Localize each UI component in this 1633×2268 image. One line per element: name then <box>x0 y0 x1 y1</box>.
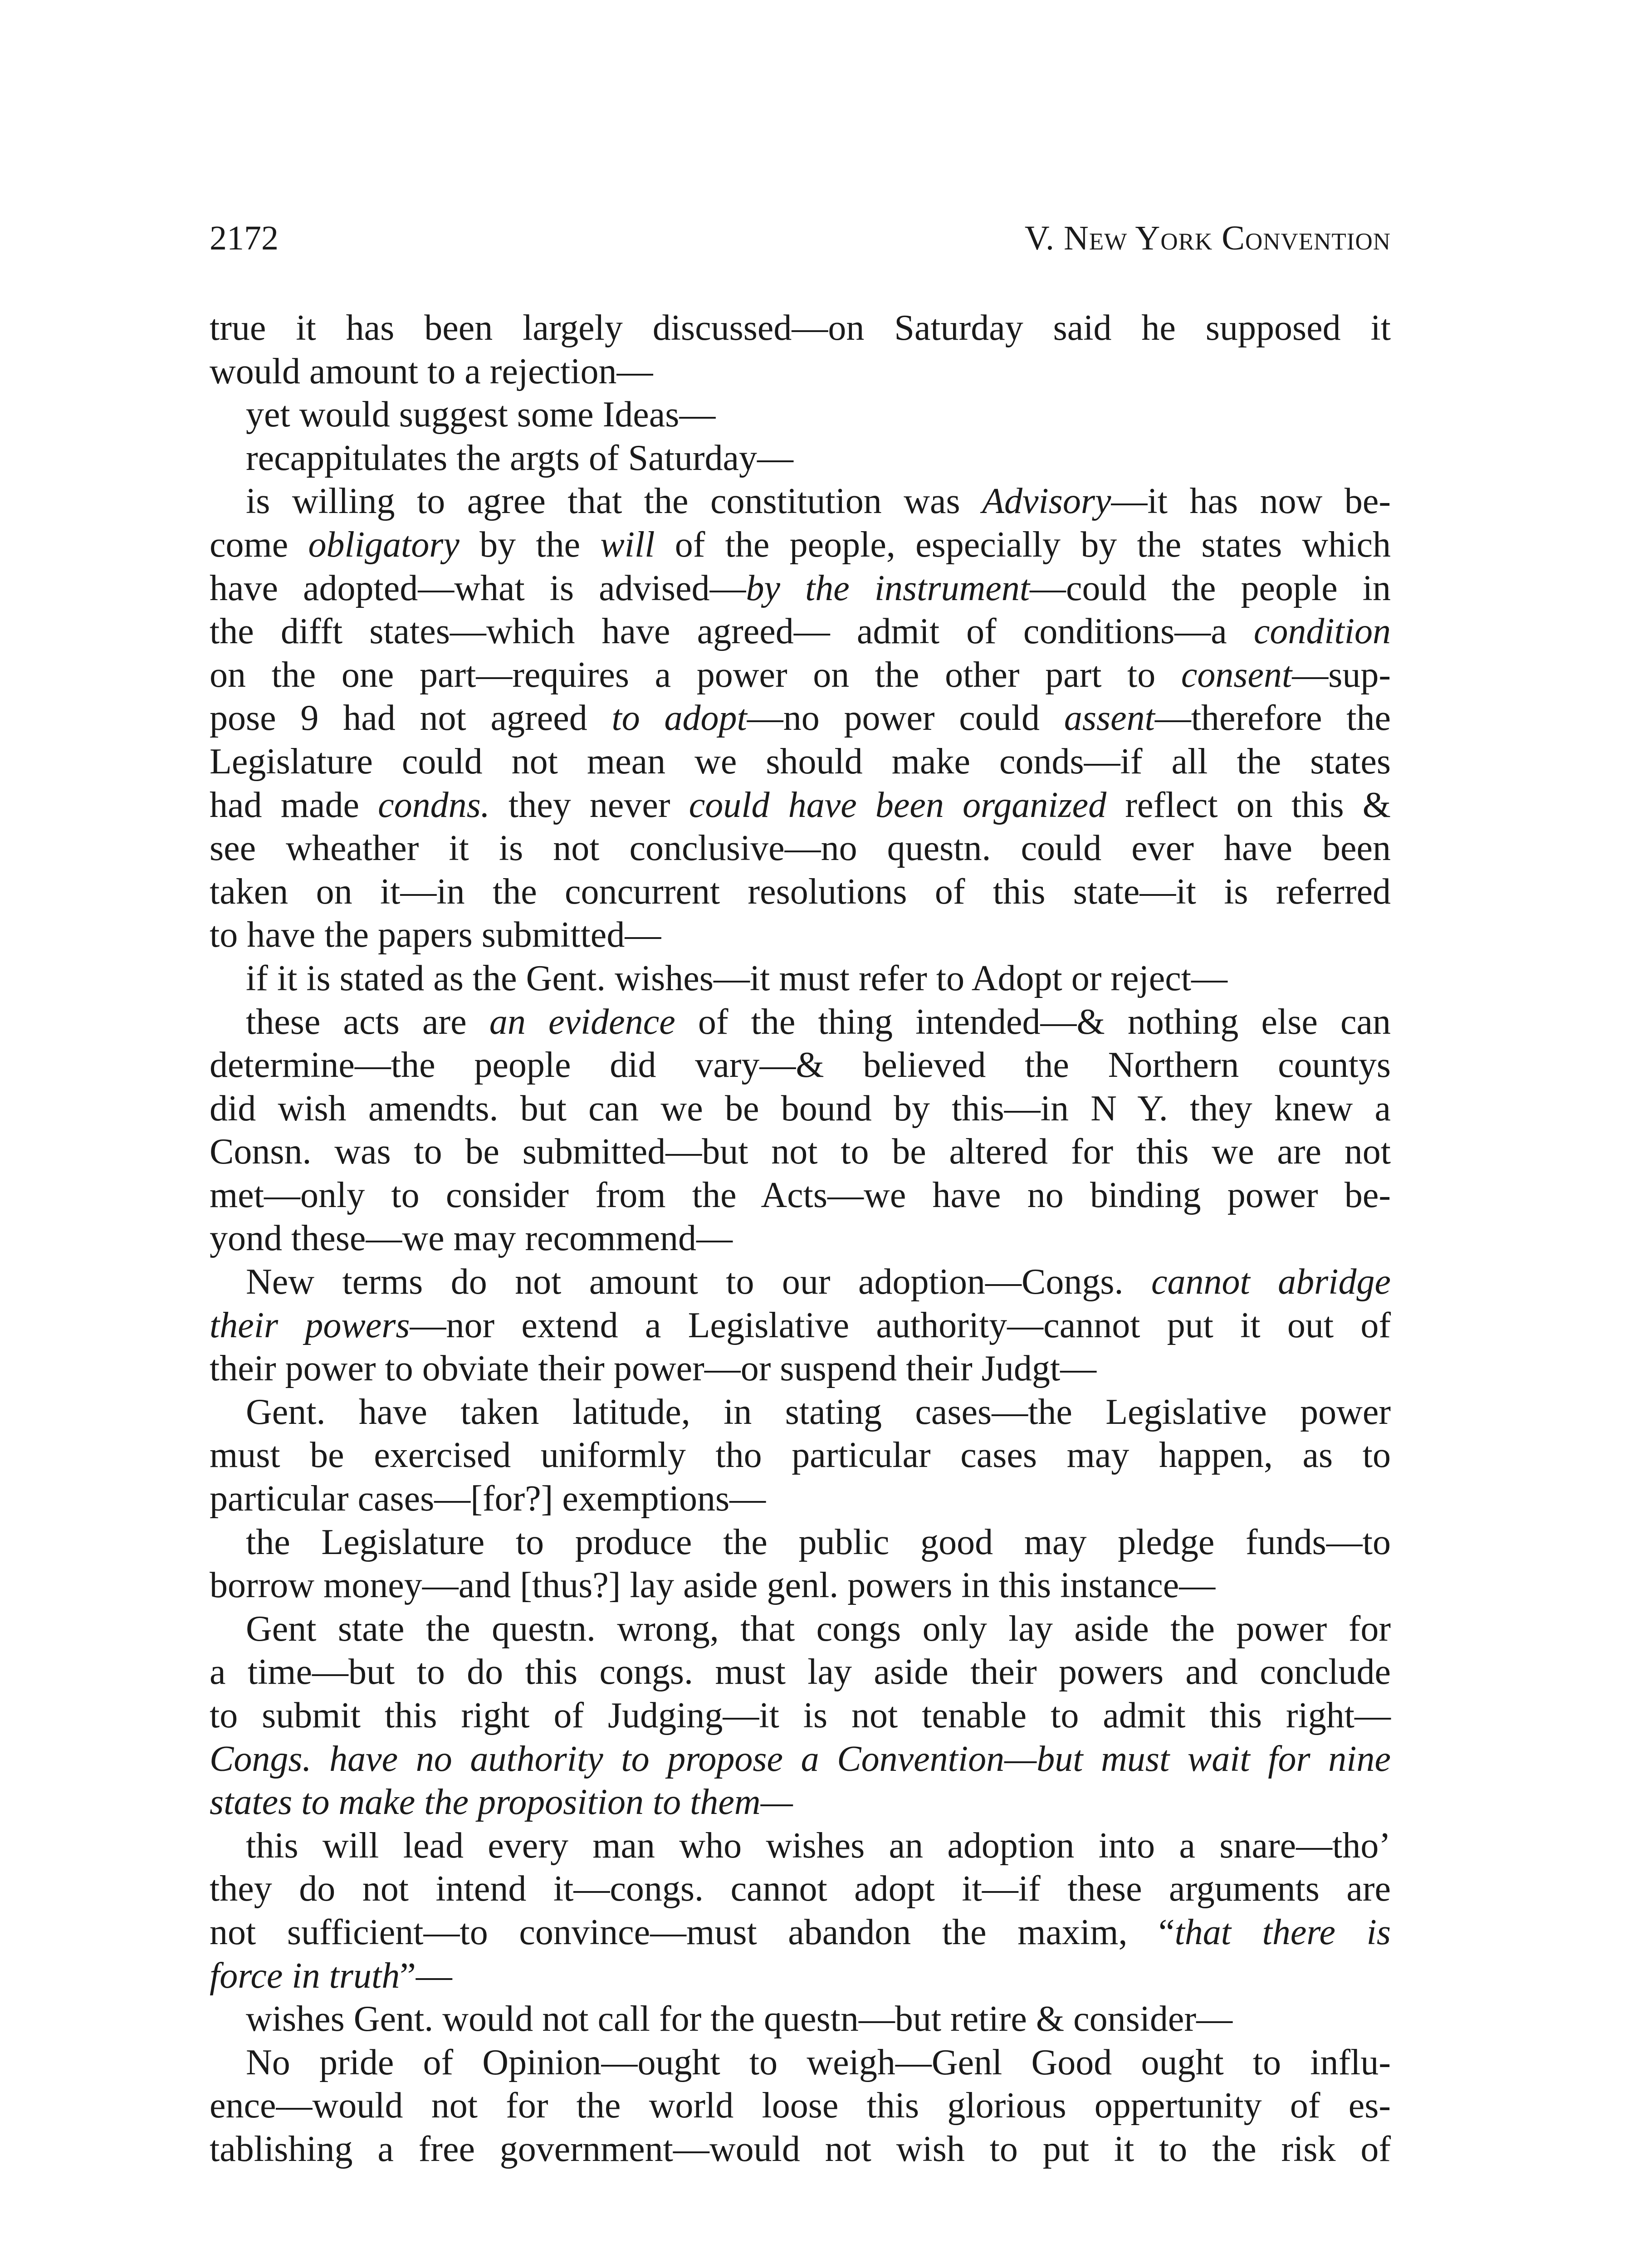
paragraph <box>210 1001 1391 1261</box>
text-run: Consn. was to be submitted—but not to be altered for this we are not <box>210 1132 1391 1172</box>
text-run: come <box>210 524 308 565</box>
text-line <box>210 2084 1391 2128</box>
text-run: if it is stated as the Gent. wishes—it must refer to Adopt or reject— <box>246 958 1227 998</box>
text-line <box>210 1044 1391 1087</box>
running-head: V. New York Convention <box>1024 219 1391 257</box>
text-run: Legislature could not mean we should make conds—if all the states <box>210 741 1391 782</box>
text-run: on the one part—requires a power on the other part to <box>210 655 1181 695</box>
italic-text-run: Advisory <box>982 481 1111 522</box>
text-run: yet would suggest some Ideas— <box>246 395 716 435</box>
text-run: pose 9 had not agreed <box>210 698 612 738</box>
italic-text-run: to adopt <box>611 698 747 738</box>
text-run: —sup- <box>1292 655 1391 695</box>
text-run: wishes Gent. would not call for the questn—but retire & consider— <box>246 1999 1233 2039</box>
text-run: —nor extend a Legislative authority—cannot put it out of <box>410 1305 1391 1345</box>
text-run: New terms do not amount to our adoption—Congs. <box>246 1262 1151 1302</box>
italic-text-run: cannot abridge <box>1151 1262 1391 1302</box>
text-line <box>210 1304 1391 1348</box>
italic-text-run: obligatory <box>308 524 460 565</box>
text-line <box>210 1867 1391 1911</box>
text-run: a time—but to do this congs. must lay aside their powers and conclude <box>210 1652 1391 1692</box>
text-run: not sufficient—to convince—must abandon the maxim, “ <box>210 1912 1175 1952</box>
text-run: to have the papers submitted— <box>210 915 661 955</box>
text-run: they do not intend it—congs. cannot adopt it—if these arguments are <box>210 1869 1391 1909</box>
text-line <box>210 1477 1391 1521</box>
text-line <box>210 1130 1391 1174</box>
text-line <box>210 1434 1391 1477</box>
text-run: determine—the people did vary—& believed the Northern countys <box>210 1045 1391 1085</box>
text-run: taken on it—in the concurrent resolutions of this state—it is referred <box>210 871 1391 912</box>
text-run: to submit this right of Judging—it is not tenable to admit this right— <box>210 1696 1391 1735</box>
text-run: they never <box>489 785 689 825</box>
text-run: by the <box>459 524 601 565</box>
page-header <box>210 218 1391 259</box>
text-line <box>210 1781 1391 1824</box>
text-line <box>210 2041 1391 2085</box>
text-line <box>210 480 1391 523</box>
text-line <box>210 567 1391 611</box>
text-line <box>210 957 1391 1001</box>
text-run: yond these—we may recommend— <box>210 1218 733 1259</box>
paragraph <box>210 480 1391 957</box>
text-line <box>210 1347 1391 1391</box>
text-run: borrow money—and [thus?] lay aside genl. powers in this instance— <box>210 1565 1216 1606</box>
text-line <box>210 827 1391 870</box>
text-run: this will lead every man who wishes an adoption into a snare—tho’ <box>246 1825 1391 1866</box>
italic-text-run: force in truth <box>210 1955 400 1996</box>
page-number: 2172 <box>210 219 279 257</box>
text-run: ”— <box>400 1955 452 1996</box>
text-run: met—only to consider from the Acts—we have no binding power be- <box>210 1175 1391 1215</box>
text-line <box>210 1998 1391 2041</box>
text-run: No pride of Opinion—ought to weigh—Genl Good ought to influ- <box>246 2042 1391 2082</box>
text-line <box>210 1694 1391 1738</box>
italic-text-run: states to make the proposition to them— <box>210 1782 793 1823</box>
text-run: Gent. have taken latitude, in stating cases—the Legislative power <box>246 1392 1391 1432</box>
text-run: would amount to a rejection— <box>210 351 653 391</box>
text-run: of the people, especially by the states which <box>655 524 1391 565</box>
text-line <box>210 1911 1391 1955</box>
text-line <box>210 1087 1391 1131</box>
text-line <box>210 1001 1391 1044</box>
text-run: had made <box>210 785 378 825</box>
text-run: true it has been largely discussed—on Saturday said he supposed it <box>210 308 1391 348</box>
italic-text-run: could have been organized <box>689 785 1107 825</box>
paragraph <box>210 393 1391 437</box>
text-run: —no power could <box>747 698 1064 738</box>
text-line <box>210 307 1391 350</box>
text-run: these acts are <box>246 1002 489 1042</box>
text-line <box>210 1261 1391 1304</box>
italic-text-run: consent <box>1181 655 1292 695</box>
paragraph <box>210 1608 1391 1824</box>
text-line <box>210 1608 1391 1651</box>
italic-text-run: that there is <box>1174 1912 1391 1952</box>
text-line <box>210 1738 1391 1781</box>
paragraph <box>210 1521 1391 1608</box>
text-line <box>210 1564 1391 1608</box>
italic-text-run: by the instrument <box>746 568 1030 608</box>
text-line <box>210 1521 1391 1564</box>
italic-text-run: condition <box>1253 611 1391 652</box>
text-line <box>210 610 1391 654</box>
text-run: ence—would not for the world loose this glorious oppertunity of es- <box>210 2086 1391 2126</box>
italic-text-run: their powers <box>210 1305 410 1345</box>
text-run: —it has now be- <box>1111 481 1391 522</box>
italic-text-run: will <box>600 524 655 565</box>
text-line <box>210 1824 1391 1868</box>
italic-text-run: condns. <box>378 785 490 825</box>
italic-text-run: an evidence <box>489 1002 675 1042</box>
text-line <box>210 2128 1391 2171</box>
text-run: —could the people in <box>1030 568 1391 608</box>
text-line <box>210 1651 1391 1694</box>
paragraph <box>210 307 1391 393</box>
text-run: Gent state the questn. wrong, that congs only lay aside the power for <box>246 1608 1391 1649</box>
text-run: must be exercised uniformly tho particular cases may happen, as to <box>210 1435 1391 1476</box>
text-line <box>210 1391 1391 1434</box>
text-run: recappitulates the argts of Saturday— <box>246 438 794 478</box>
text-run: have adopted—what is advised— <box>210 568 746 608</box>
text-run: tablishing a free government—would not wish to put it to the risk of <box>210 2129 1391 2169</box>
text-line <box>210 654 1391 697</box>
text-run: the Legislature to produce the public good may pledge funds—to <box>246 1522 1391 1562</box>
paragraph <box>210 1824 1391 1998</box>
paragraph <box>210 1391 1391 1521</box>
text-line <box>210 697 1391 740</box>
paragraph <box>210 1998 1391 2041</box>
text-line <box>210 350 1391 394</box>
text-run: —therefore the <box>1154 698 1391 738</box>
paragraph <box>210 957 1391 1001</box>
paragraph <box>210 2041 1391 2171</box>
paragraph <box>210 437 1391 480</box>
text-run: the difft states—which have agreed— admit of conditions—a <box>210 611 1254 652</box>
text-body <box>210 307 1391 2171</box>
text-run: reflect on this & <box>1106 785 1391 825</box>
italic-text-run: Congs. have no authority to propose a Convention—but must wait for nine <box>210 1739 1391 1779</box>
text-line <box>210 393 1391 437</box>
text-line <box>210 1174 1391 1217</box>
text-line <box>210 437 1391 480</box>
text-line <box>210 740 1391 784</box>
text-run: particular cases—[for?] exemptions— <box>210 1479 766 1519</box>
text-run: did wish amendts. but can we be bound by this—in N Y. they knew a <box>210 1088 1391 1129</box>
text-run: see wheather it is not conclusive—no questn. could ever have been <box>210 828 1391 869</box>
italic-text-run: assent <box>1064 698 1155 738</box>
text-line <box>210 523 1391 567</box>
paragraph <box>210 1261 1391 1391</box>
text-line <box>210 914 1391 957</box>
text-line <box>210 1217 1391 1261</box>
text-line <box>210 870 1391 914</box>
text-line <box>210 784 1391 827</box>
text-line <box>210 1955 1391 1998</box>
text-run: is willing to agree that the constitution was <box>246 481 983 522</box>
text-run: their power to obviate their power—or suspend their Judgt— <box>210 1349 1097 1389</box>
text-run: of the thing intended—& nothing else can <box>675 1002 1391 1042</box>
